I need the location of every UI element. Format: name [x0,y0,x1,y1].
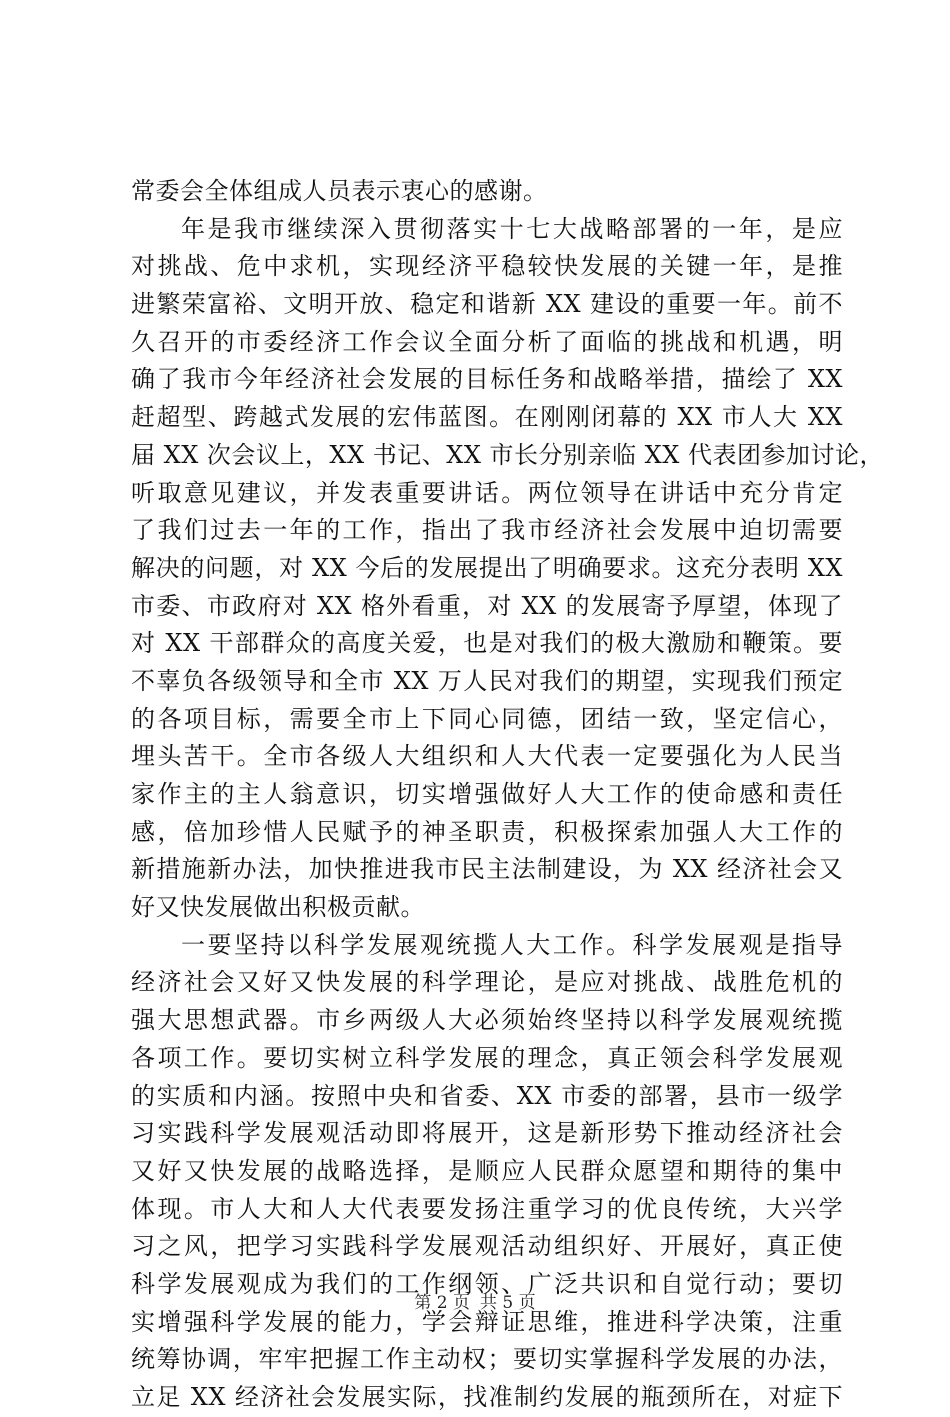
text-line: 经济社会又好又快发展的科学理论，是应对挑战、战胜危机的 [131,968,843,997]
text-line: 统筹协调，牢牢把握工作主动权；要切实掌握科学发展的办法， [131,1345,843,1374]
text-line: 年是我市继续深入贯彻落实十七大战略部署的一年，是应 [181,214,843,243]
text-line: 确了我市今年经济社会发展的目标任务和战略举措，描绘了 XX [131,365,843,394]
page-footer [0,1291,950,1315]
text-line: 各项工作。要切实树立科学发展的理念，真正领会科学发展观 [131,1043,843,1072]
text-line: 对挑战、危中求机，实现经济平稳较快发展的关键一年，是推 [131,252,843,281]
text-line: 感，倍加珍惜人民赋予的神圣职责，积极探索加强人大工作的 [131,817,843,846]
text-line: 立足 XX 经济社会发展实际，找准制约发展的瓶颈所在，对症下 [131,1383,843,1411]
text-line: 习之风，把学习实践科学发展观活动组织好、开展好，真正使 [131,1232,843,1261]
text-line: 家作主的主人翁意识，切实增强做好人大工作的使命感和责任 [131,780,843,808]
text-line: 一要坚持以科学发展观统揽人大工作。科学发展观是指导 [181,930,843,959]
text-line: 了我们过去一年的工作，指出了我市经济社会发展中迫切需要 [131,516,843,545]
text-line: 科学发展观成为我们的工作纲领、广泛共识和自觉行动；要切 [131,1269,843,1298]
text-line: 听取意见建议，并发表重要讲话。两位领导在讲话中充分肯定 [131,478,843,507]
text-line: 新措施新办法，加快推进我市民主法制建设，为 XX 经济社会又 [131,855,843,884]
text-line: 不辜负各级领导和全市 XX 万人民对我们的期望，实现我们预定 [131,666,843,695]
text-line: 市委、市政府对 XX 格外看重，对 XX 的发展寄予厚望，体现了 [131,591,843,620]
page-number: 第 2 页 [414,1293,470,1313]
text-line: 习实践科学发展观活动即将展开，这是新形势下推动经济社会 [131,1119,843,1148]
text-line: 好又快发展做出积极贡献。 [131,893,425,922]
text-line: 的实质和内涵。按照中央和省委、XX 市委的部署，县市一级学 [131,1081,843,1110]
text-line: 届 XX 次会议上，XX 书记、XX 市长分别亲临 XX 代表团参加讨论， [131,440,884,469]
text-line: 实增强科学发展的能力，学会辩证思维，推进科学决策，注重 [131,1307,843,1336]
text-line: 的各项目标，需要全市上下同心同德，团结一致，坚定信心， [131,704,843,733]
body-text [131,173,884,1417]
text-line: 体现。市人大和人大代表要发扬注重学习的优良传统，大兴学 [131,1194,843,1223]
text-line: 进繁荣富裕、文明开放、稳定和谐新 XX 建设的重要一年。前不 [131,290,843,319]
text-line: 解决的问题，对 XX 今后的发展提出了明确要求。这充分表明 XX [131,553,843,582]
text-line: 埋头苦干。全市各级人大组织和人大代表一定要强化为人民当 [131,742,843,771]
text-line: 常委会全体组成人员表示衷心的感谢。 [131,177,548,205]
text-line: 强大思想武器。市乡两级人大必须始终坚持以科学发展观统揽 [131,1006,843,1035]
text-line: 久召开的市委经济工作会议全面分析了面临的挑战和机遇，明 [131,327,843,356]
text-line: 赶超型、跨越式发展的宏伟蓝图。在刚刚闭幕的 XX 市人大 XX [131,403,843,432]
text-line: 对 XX 干部群众的高度关爱，也是对我们的极大激励和鞭策。要 [131,629,843,658]
text-line: 又好又快发展的战略选择，是顺应人民群众愿望和期待的集中 [131,1156,843,1185]
page-total: 共 5 页 [480,1293,536,1313]
